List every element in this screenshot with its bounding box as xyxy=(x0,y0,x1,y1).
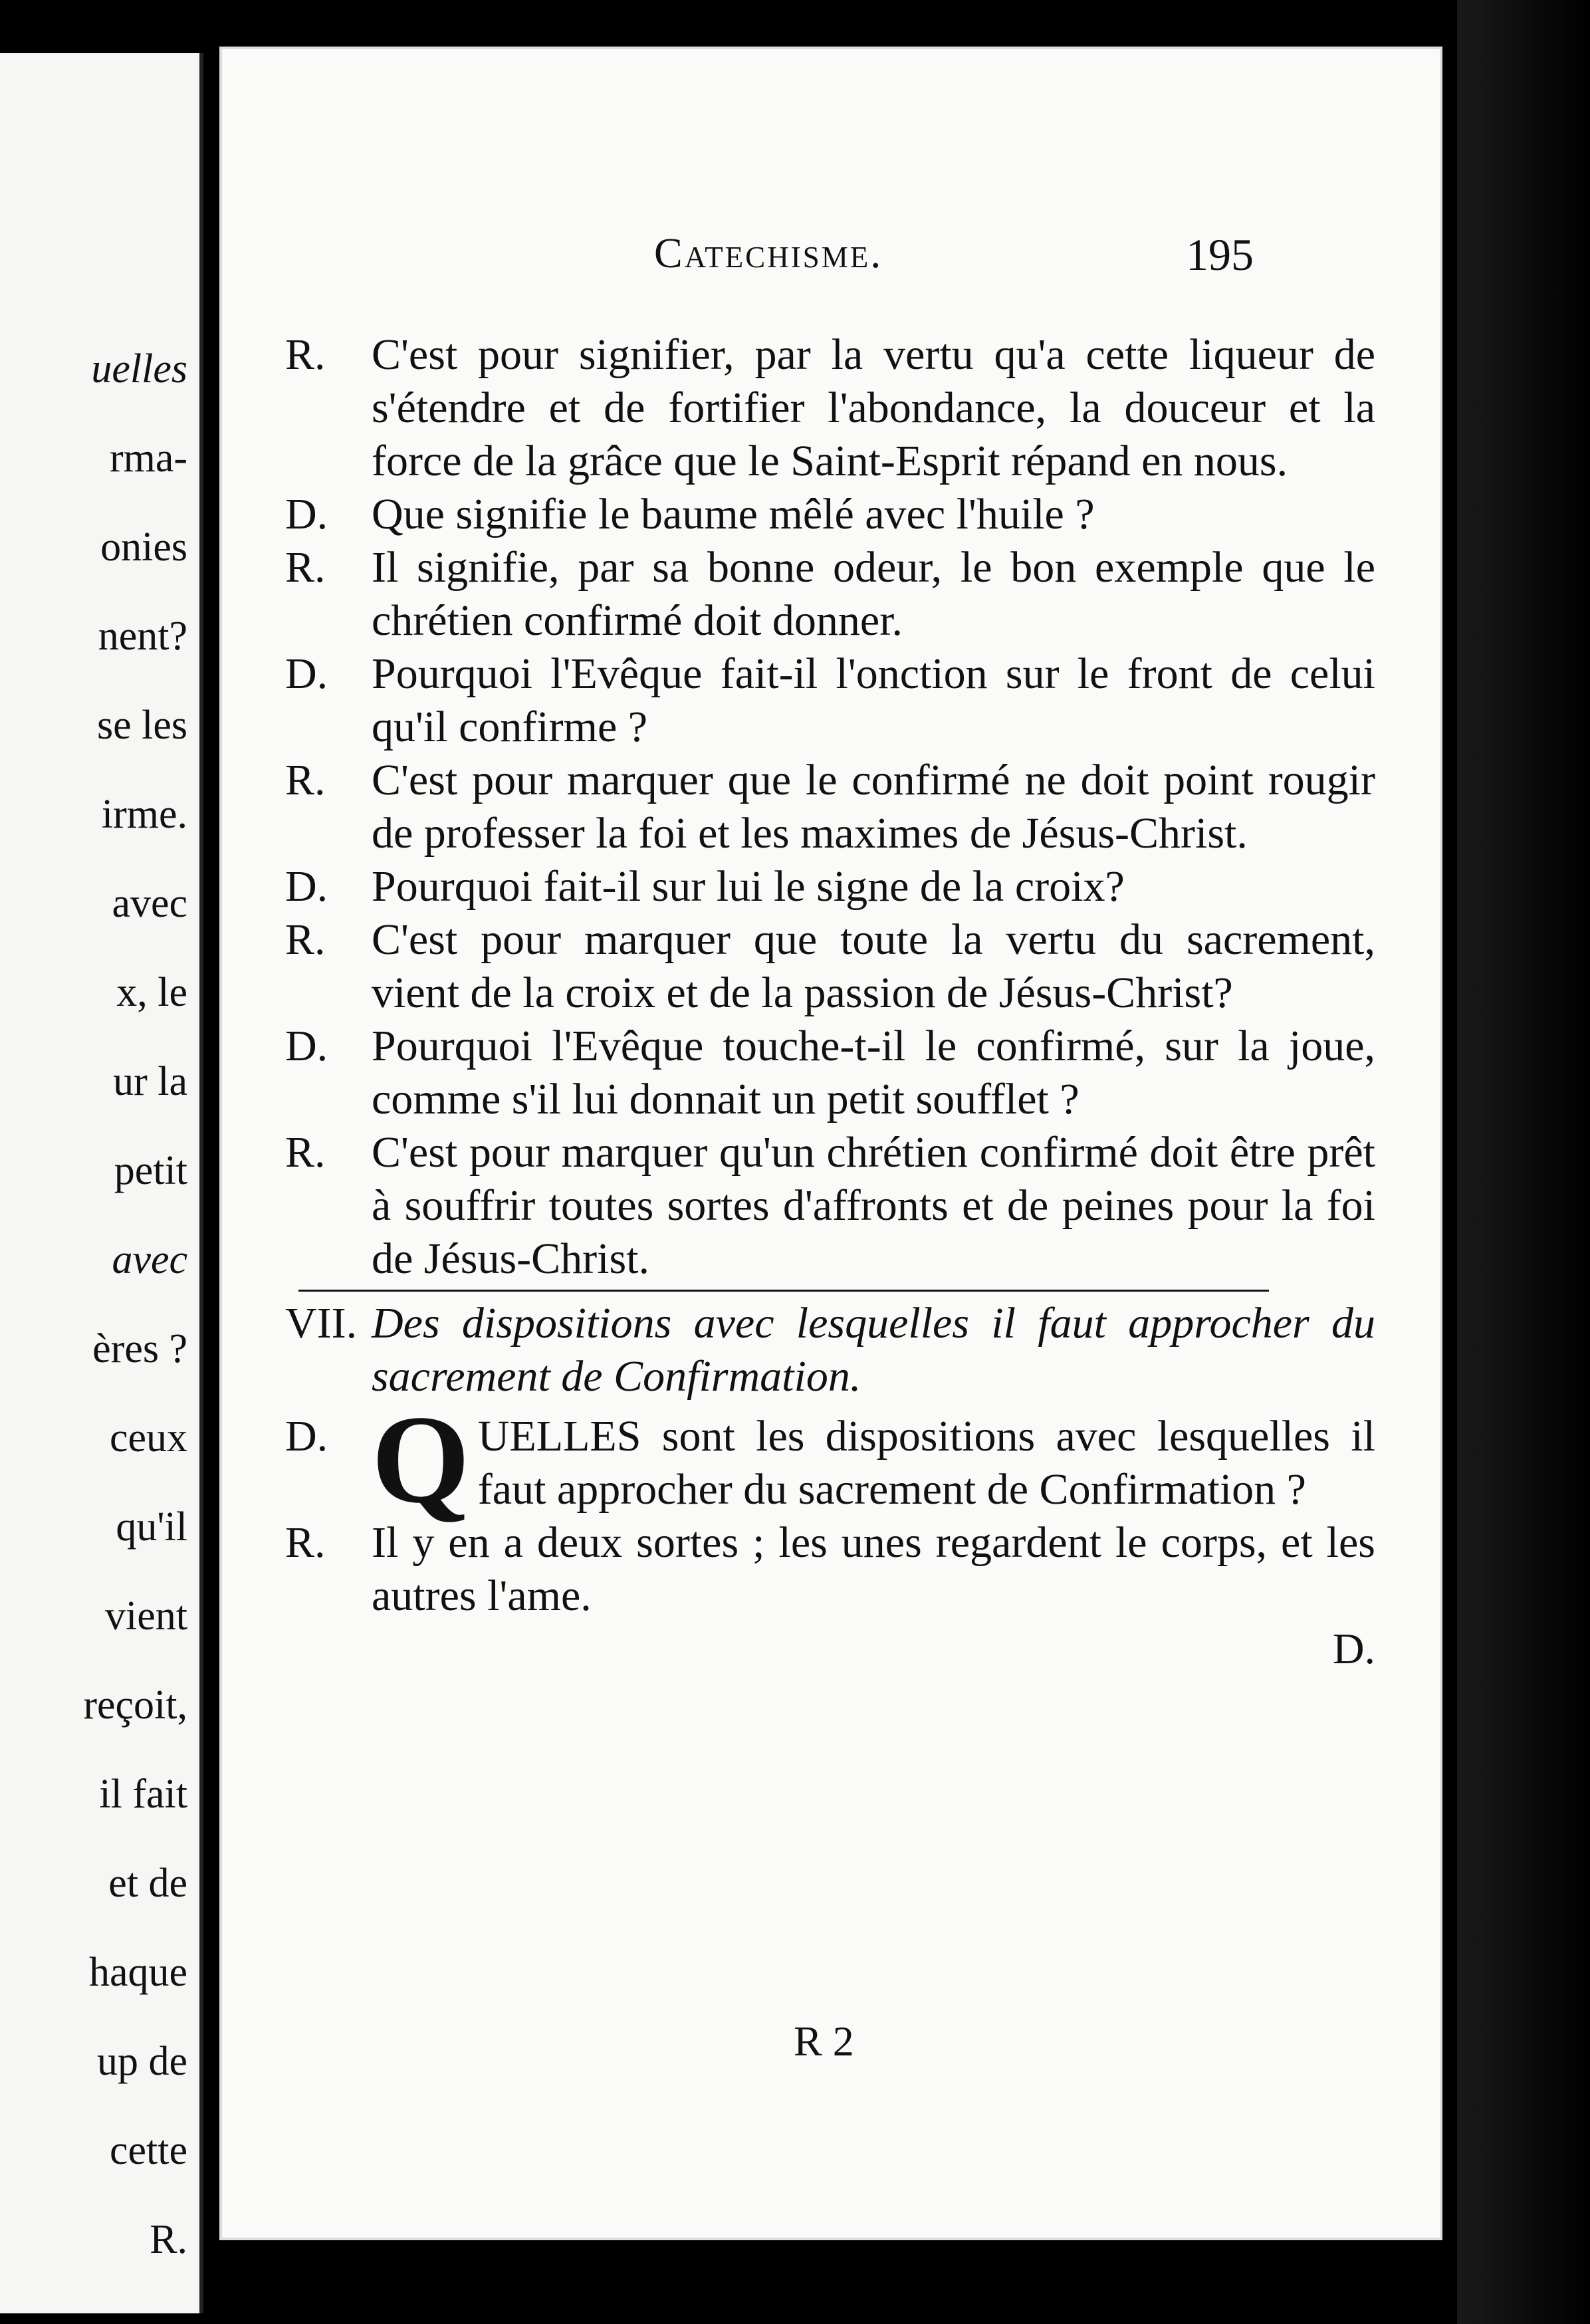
book-page xyxy=(219,47,1442,2240)
left-page-line: irme. xyxy=(101,792,187,837)
qa-entry xyxy=(285,488,1375,541)
entry-label: R. xyxy=(285,1128,326,1177)
section-title: Des dispositions avec lesquelles il faut approcher du sacrement de Confirmation. xyxy=(372,1299,1375,1401)
entry-text: C'est pour marquer qu'un chrétien confirmé doit être prêt à souffrir toutes sortes d'affronts et de peines pour la foi de Jésus-Christ. xyxy=(372,1128,1375,1283)
left-page-line: up de xyxy=(96,2039,187,2084)
entry-text: Pourquoi l'Evêque fait-il l'onction sur le front de celui qu'il confirme ? xyxy=(372,649,1375,751)
left-page-line: il fait xyxy=(99,1772,187,1817)
left-page-line: ceux xyxy=(109,1415,187,1460)
entry-text: Pourquoi l'Evêque touche-t-il le confirmé, sur la joue, comme s'il lui donnait un petit soufflet ? xyxy=(372,1022,1375,1123)
qa-list xyxy=(285,328,1375,1286)
entry-label: R. xyxy=(285,756,326,804)
left-page-line: et de xyxy=(108,1861,187,1906)
left-page-line: se les xyxy=(96,703,187,748)
running-title: Catechisme. xyxy=(654,229,883,277)
left-page-line: cette xyxy=(109,2128,187,2173)
left-page-line: nent? xyxy=(98,614,187,659)
entry-label: D. xyxy=(285,490,328,538)
left-page-line: avec xyxy=(112,1237,187,1282)
qa-entry xyxy=(285,754,1375,860)
entry-label: D. xyxy=(285,1412,328,1460)
section-rule xyxy=(298,1290,1269,1292)
binding-shadow xyxy=(1457,0,1590,2324)
qa-entry xyxy=(285,860,1375,913)
left-page-line: haque xyxy=(88,1950,187,1995)
left-page-line: vient xyxy=(105,1593,187,1639)
left-page-line: avec xyxy=(112,881,187,926)
entry-text: C'est pour marquer que toute la vertu du sacrement, vient de la croix et de la passion de Jésus-Christ? xyxy=(372,915,1375,1017)
qa-entry xyxy=(285,328,1375,488)
previous-page-fragment xyxy=(0,53,203,2313)
entry-text: Il signifie, par sa bonne odeur, le bon exemple que le chrétien confirmé doit donner. xyxy=(372,543,1375,645)
left-page-line: uelles xyxy=(91,346,187,392)
qa-entry xyxy=(285,1516,1375,1623)
entry-label: D. xyxy=(285,862,328,911)
left-page-line: ères ? xyxy=(92,1326,187,1371)
section-heading xyxy=(285,1297,1375,1403)
entry-label: D. xyxy=(285,1022,328,1070)
entry-text: C'est pour signifier, par la vertu qu'a cette liqueur de s'étendre et de fortifier l'abondance, la douceur et la force de la grâce que le Saint-Esprit répand en nous. xyxy=(372,330,1375,485)
entry-text: Il y en a deux sortes ; les unes regardent le corps, et les autres l'ame. xyxy=(372,1518,1375,1620)
page-header xyxy=(222,229,1440,295)
entry-text: UELLES sont les dispositions avec lesquelles il faut approcher du sacrement de Confirmation ? xyxy=(477,1412,1375,1514)
left-page-line: ur la xyxy=(113,1059,187,1104)
left-page-line: reçoit, xyxy=(83,1683,187,1728)
qa-entry xyxy=(285,541,1375,647)
entry-label: R. xyxy=(285,915,326,964)
entry-text: Pourquoi fait-il sur lui le signe de la croix? xyxy=(372,862,1125,911)
entry-text: C'est pour marquer que le confirmé ne doit point rougir de professer la foi et les maximes de Jésus-Christ. xyxy=(372,756,1375,858)
qa-entry xyxy=(285,1390,1375,1530)
left-page-line: R. xyxy=(150,2217,187,2262)
catchword-row xyxy=(285,1623,1375,1676)
section-number: VII. xyxy=(285,1299,358,1347)
qa-entry xyxy=(285,1020,1375,1126)
left-page-line: onies xyxy=(100,524,187,570)
signature-mark: R 2 xyxy=(794,2018,854,2065)
catchword: D. xyxy=(1332,1625,1375,1673)
page-body xyxy=(285,328,1375,1676)
left-page-line: petit xyxy=(114,1148,187,1193)
left-page-line: rma- xyxy=(109,435,187,481)
entry-label: R. xyxy=(285,330,326,379)
left-page-line: x, le xyxy=(116,970,187,1015)
entry-text: Que signifie le baume mêlé avec l'huile ? xyxy=(372,490,1095,538)
qa-entry xyxy=(285,647,1375,754)
qa-entry xyxy=(285,913,1375,1020)
qa-entry xyxy=(285,1126,1375,1286)
page-number: 195 xyxy=(1186,229,1254,280)
drop-cap: Q xyxy=(372,1390,470,1530)
entry-label: D. xyxy=(285,649,328,698)
entry-label: R. xyxy=(285,543,326,592)
entry-label: R. xyxy=(285,1518,326,1567)
left-page-line: qu'il xyxy=(116,1504,187,1550)
